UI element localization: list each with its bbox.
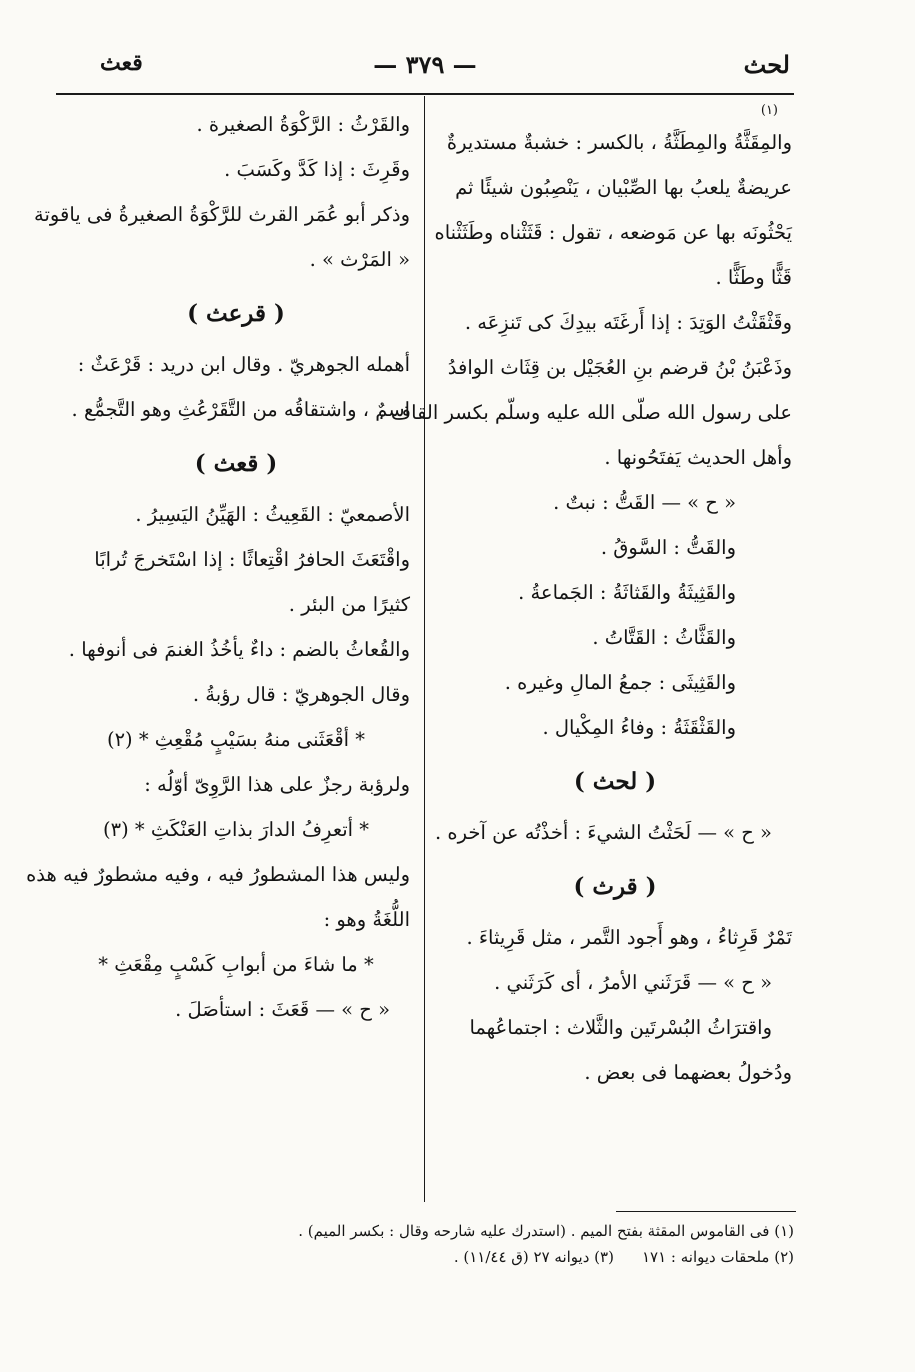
footnote-2: (٢) ملحقات ديوانه : ١٧١	[641, 1248, 794, 1266]
column-divider	[424, 96, 425, 1202]
text-line: ولرؤبة رجزٌ على هذا الرَّوِىّ أوّلُه :	[144, 773, 410, 796]
text-line: أهمله الجوهريّ . وقال ابن دريد : قَرْعَثٌ :	[77, 353, 410, 376]
text-line: « ح » — القَتُّ : نبتٌ .	[553, 491, 736, 514]
footnote-2-3	[300, 1244, 794, 1270]
text-line: وذكر أبو عُمَر القرث للرَّكْوَةُ الصغيرةُ فى ياقوتة	[34, 203, 410, 226]
text-line: والقَثَّاثُ : القَتَّاتُ .	[592, 626, 736, 649]
text-line: وقَثْقَثْتُ الوَتِدَ : إذا أَرغَتَه بيدِكَ كى تَنزِعَه .	[464, 311, 792, 334]
footnote-1: (١) فى القاموس المقثة بفتح الميم . (استدرك عليه شارحه وقال : بكسر الميم) .	[298, 1222, 794, 1240]
text-line: والمِقَثَّةُ والمِطَثَّةُ ، بالكسر : خشبةٌ مستديرةٌ	[446, 131, 792, 154]
footnote-3: (٣) ديوانه ٢٧ (ق ١١/٤٤) .	[453, 1248, 614, 1266]
text-line: وقَرِثَ : إذا كَدَّ وكَسَبَ .	[224, 158, 410, 181]
text-line: « ح » — قَعَثَ : استأصَلَ .	[175, 998, 390, 1021]
text-line: « المَرْث » .	[309, 248, 410, 271]
header-entry-right: لحث	[743, 50, 790, 79]
text-line: الأصمعيّ : القَعِيثُ : الهَيِّنُ اليَسِيرُ .	[135, 503, 410, 526]
entry-heading: ( قرث )	[573, 873, 657, 900]
text-line: والقَرْثُ : الرَّكْوَةُ الصغيرة .	[196, 113, 410, 136]
text-line: واقْتَعَثَ الحافرُ اقْتِعاثًا : إذا اسْتَخرجَ تُرابًا	[94, 548, 410, 571]
text-line: وليس هذا المشطورُ فيه ، وفيه مشطورٌ فيه هذه	[26, 863, 410, 886]
text-line: * أقْعَثَنى منهُ بسَيْبٍ مُقْعِثِ * (٢)	[106, 728, 366, 751]
text-line: والقَثِيثَةُ والقَثاثَةُ : الجَماعةُ .	[518, 581, 736, 604]
page-number: — ٣٧٩ —	[373, 50, 477, 79]
text-line: ودُخولُ بعضهما فى بعض .	[584, 1061, 792, 1084]
text-line: واقترَاثُ البُسْرتَين والثَّلاث : اجتماعُهما	[469, 1016, 772, 1039]
text-line: والقُعاثُ بالضم : داءٌ يأخُذُ الغنمَ فى أنوفها .	[68, 638, 410, 661]
text-line: * أتعرِفُ الدارَ بذاتِ العَنْكَثِ * (٣)	[102, 818, 370, 841]
text-line: * ما شاءَ من أبوابِ كَسْبٍ مِقْعَثِ *	[98, 953, 374, 976]
footnote-marker: (١)	[760, 103, 778, 118]
right-column	[378, 102, 792, 1095]
entry-heading: ( قعث )	[194, 450, 278, 477]
entry-heading: ( لحث )	[573, 768, 657, 795]
text-line: قَثًّا وطَثًّا .	[715, 266, 792, 289]
text-line: « ح » — لَحَثْتُ الشيءَ : أخذْتُه عن آخره .	[435, 821, 772, 844]
text-line: والقَتُّ : السَّوقُ .	[600, 536, 736, 559]
entry-heading: ( قرعث )	[187, 300, 285, 327]
text-line: « ح » — قَرَثَني الأمرُ ، أى كَرَثَني .	[494, 971, 772, 994]
text-line: اللُّغَةُ وهو :	[323, 908, 410, 931]
text-line: وذَعْبَنُ بْنُ قرضم بنِ العُجَيْل بن قِثَاث الوافدُ	[447, 356, 792, 379]
left-column	[26, 102, 410, 1032]
text-line: اسمٌ ، واشتقاقُه من التَّقَرْعُثِ وهو التَّجمُّع .	[71, 398, 410, 421]
text-line: يَحْثُونَه بها عن مَوضعه ، تقول : قَثَثْناه وطَثَثْناه	[434, 221, 792, 244]
text-line: والقَثِيثَى : جمعُ المالِ وغيره .	[504, 671, 736, 694]
running-header	[56, 46, 794, 86]
text-line: على رسول الله صلّى الله عليه وسلّم بكسر القاف ،	[378, 401, 792, 424]
footnote-rule	[616, 1211, 796, 1212]
footnotes	[300, 1218, 794, 1270]
header-rule	[56, 93, 794, 95]
text-line: وقال الجوهريّ : قال رؤبةُ .	[192, 683, 410, 706]
text-line: والقَثْقَثَةُ : وفاءُ المِكْيال .	[542, 716, 736, 739]
text-line: وأهل الحديث يَفتَحُونها .	[604, 446, 792, 469]
text-line: كثيرًا من البئر .	[288, 593, 410, 616]
text-line: تَمْرٌ قَرِثاءُ ، وهو أَجود التَّمر ، مثل قَرِيثاءَ .	[466, 926, 792, 949]
header-entry-left: قعث	[100, 50, 143, 76]
text-line: عريضةٌ يلعبُ بها الصِّبْيان ، يَنْصِبُون شيئًا ثم	[455, 176, 792, 199]
